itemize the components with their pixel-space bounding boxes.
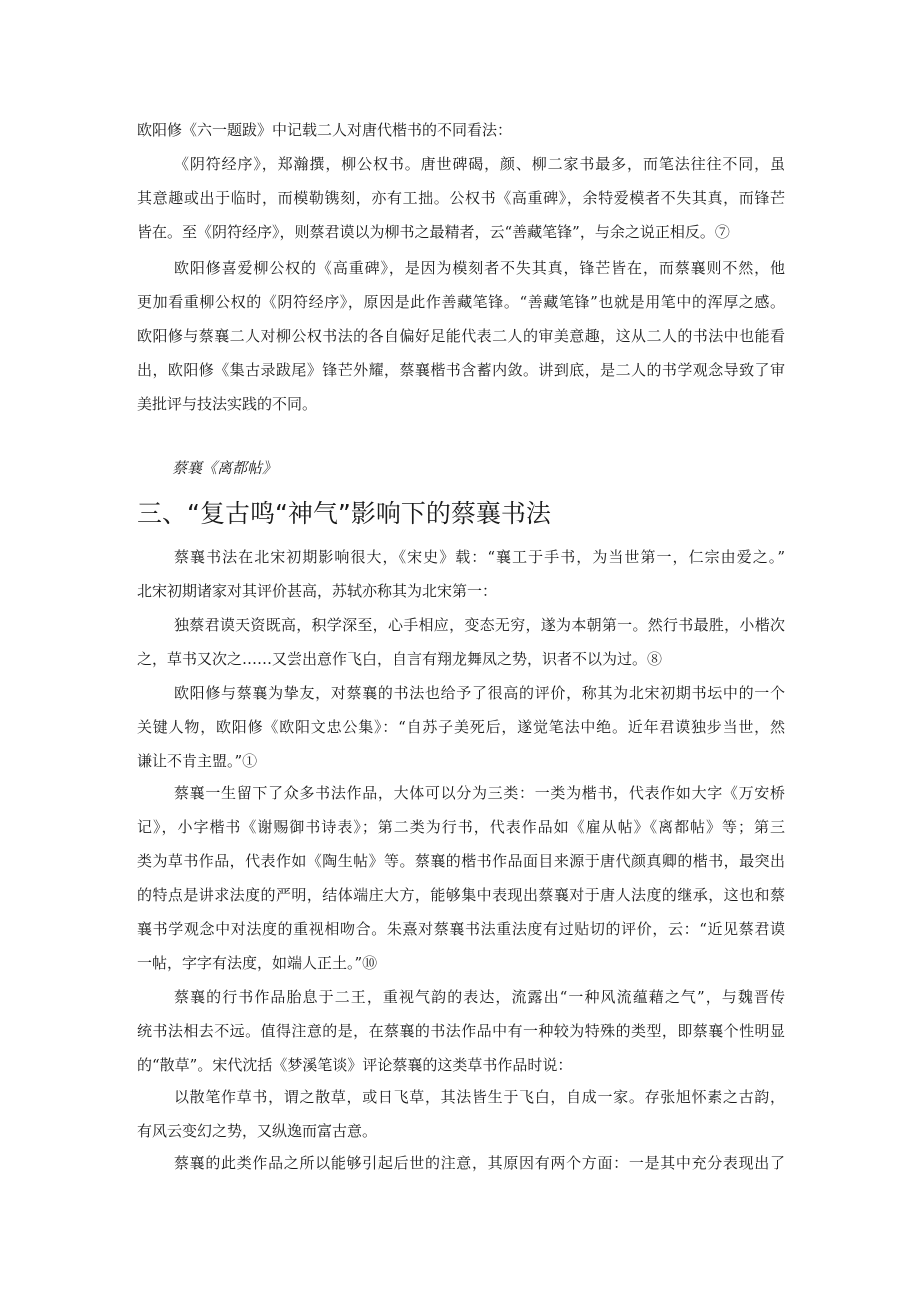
paragraph-5: [137, 980, 785, 1082]
quote-block-1: [137, 147, 785, 249]
text-line: 有风云变幻之势，又纵逸而富古意。: [137, 1122, 378, 1140]
text-line: 美批评与技法实践的不同。: [137, 395, 318, 413]
text-line: 《阴符经序》，郑瀚撰，柳公权书。唐世碑碣，颜、柳二家书最多，而笔法往往不同，虽: [174, 155, 785, 173]
text-line: 更加看重柳公权的《阴符经序》，原因是此作善藏笔锋。“善藏笔锋”也就是用笔中的浑厚之感。: [137, 293, 785, 311]
text-line: 蔡襄一生留下了众多书法作品，大体可以分为三类：一类为楷书，代表作如大字《万安桥: [174, 784, 785, 802]
paragraph-2: [137, 540, 785, 608]
text-line: 北宋初期诸家对其评价甚高，苏轼亦称其为北宋第一：: [137, 582, 498, 600]
text-line: 记》，小字楷书《谢赐御书诗表》；第二类为行书，代表作品如《雇从帖》《离都帖》等；第三: [137, 818, 785, 836]
paragraph-3: [137, 676, 785, 778]
text-line: 关键人物，欧阳修《欧阳文忠公集》：“自苏子美死后，遂觉笔法中绝。近年君谟独步当世，然: [137, 718, 785, 736]
text-line: 以散笔作草书，谓之散草，或日飞草，其法皆生于飞白，自成一家。存张旭怀素之古韵，: [174, 1088, 785, 1106]
text-line: 欧阳修与蔡襄为挚友，对蔡襄的书法也给予了很高的评价，称其为北宋初期书坛中的一个: [174, 684, 785, 702]
image-caption: [172, 451, 820, 485]
quote-block-3: [137, 1080, 785, 1148]
text-line: 欧阳修喜爱柳公权的《高重碑》，是因为模刻者不失其真，锋芒皆在，而蔡襄则不然，他: [174, 259, 785, 277]
text-line: 蔡襄书法在北宋初期影响很大，《宋史》载：“襄工于手书，为当世第一，仁宗由爱之。”: [174, 548, 785, 566]
text-line: 皆在。至《阴符经序》，则蔡君谟以为柳书之最精者，云“善藏笔锋”，与余之说正相反。⑦: [137, 223, 730, 241]
text-line: 其意趣或出于临时，而模勒镌刻，亦有工拙。公权书《高重碑》，余特爱模者不失其真，而锋芒: [137, 189, 785, 207]
paragraph-4: [137, 776, 785, 980]
section-heading-text: 三、“复古鸣“神气”影响下的蔡襄书法: [137, 499, 551, 528]
text-line: 蔡襄的此类作品之所以能够引起后世的注意，其原因有两个方面：一是其中充分表现出了: [174, 1154, 785, 1172]
text-line: 一帖，字字有法度，如端人正土。”⑩: [137, 954, 378, 972]
paragraph-6: [137, 1146, 785, 1180]
text-line: 独蔡君谟天资既高，积学深至，心手相应，变态无穷，遂为本朝第一。然行书最胜，小楷次: [174, 616, 785, 634]
section-heading: [137, 494, 785, 534]
text-line: 出，欧阳修《集古录跋尾》锋芒外耀，蔡襄楷书含蓄内敛。讲到底，是二人的书学观念导致了审: [137, 361, 785, 379]
text-line: 的“散草”。宋代沈括《梦溪笔谈》评论蔡襄的这类草书作品时说：: [137, 1056, 573, 1074]
text-line: 蔡襄的行书作品胎息于二王，重视气韵的表达，流露出“一种风流蕴藉之气”，与魏晋传: [174, 988, 785, 1006]
caption-text: 蔡襄《离都帖》: [172, 459, 278, 477]
text-line: 欧阳修《六一题跋》中记载二人对唐代楷书的不同看法：: [137, 121, 513, 139]
text-line: 的特点是讲求法度的严明，结体端庄大方，能够集中表现出蔡襄对于唐人法度的继承，这也和蔡: [137, 886, 785, 904]
paragraph-1: [137, 251, 785, 421]
intro-paragraph: [137, 113, 785, 147]
text-line: 谦让不肯主盟。”①: [137, 752, 258, 770]
quote-block-2: [137, 608, 785, 676]
text-line: 类为草书作品，代表作如《陶生帖》等。蔡襄的楷书作品面目来源于唐代颜真卿的楷书，最突出: [137, 852, 785, 870]
text-line: 襄书学观念中对法度的重视相吻合。朱熹对蔡襄书法重法度有过贴切的评价，云：“近见蔡君谟: [137, 920, 785, 938]
text-line: 欧阳修与蔡襄二人对柳公权书法的各自偏好足能代表二人的审美意趣，这从二人的书法中也能看: [137, 327, 785, 345]
text-line: 统书法相去不远。值得注意的是，在蔡襄的书法作品中有一种较为特殊的类型，即蔡襄个性明显: [137, 1022, 785, 1040]
text-line: 之，草书又次之……又尝出意作飞白，自言有翔龙舞凤之势，识者不以为过。⑧: [137, 650, 663, 668]
